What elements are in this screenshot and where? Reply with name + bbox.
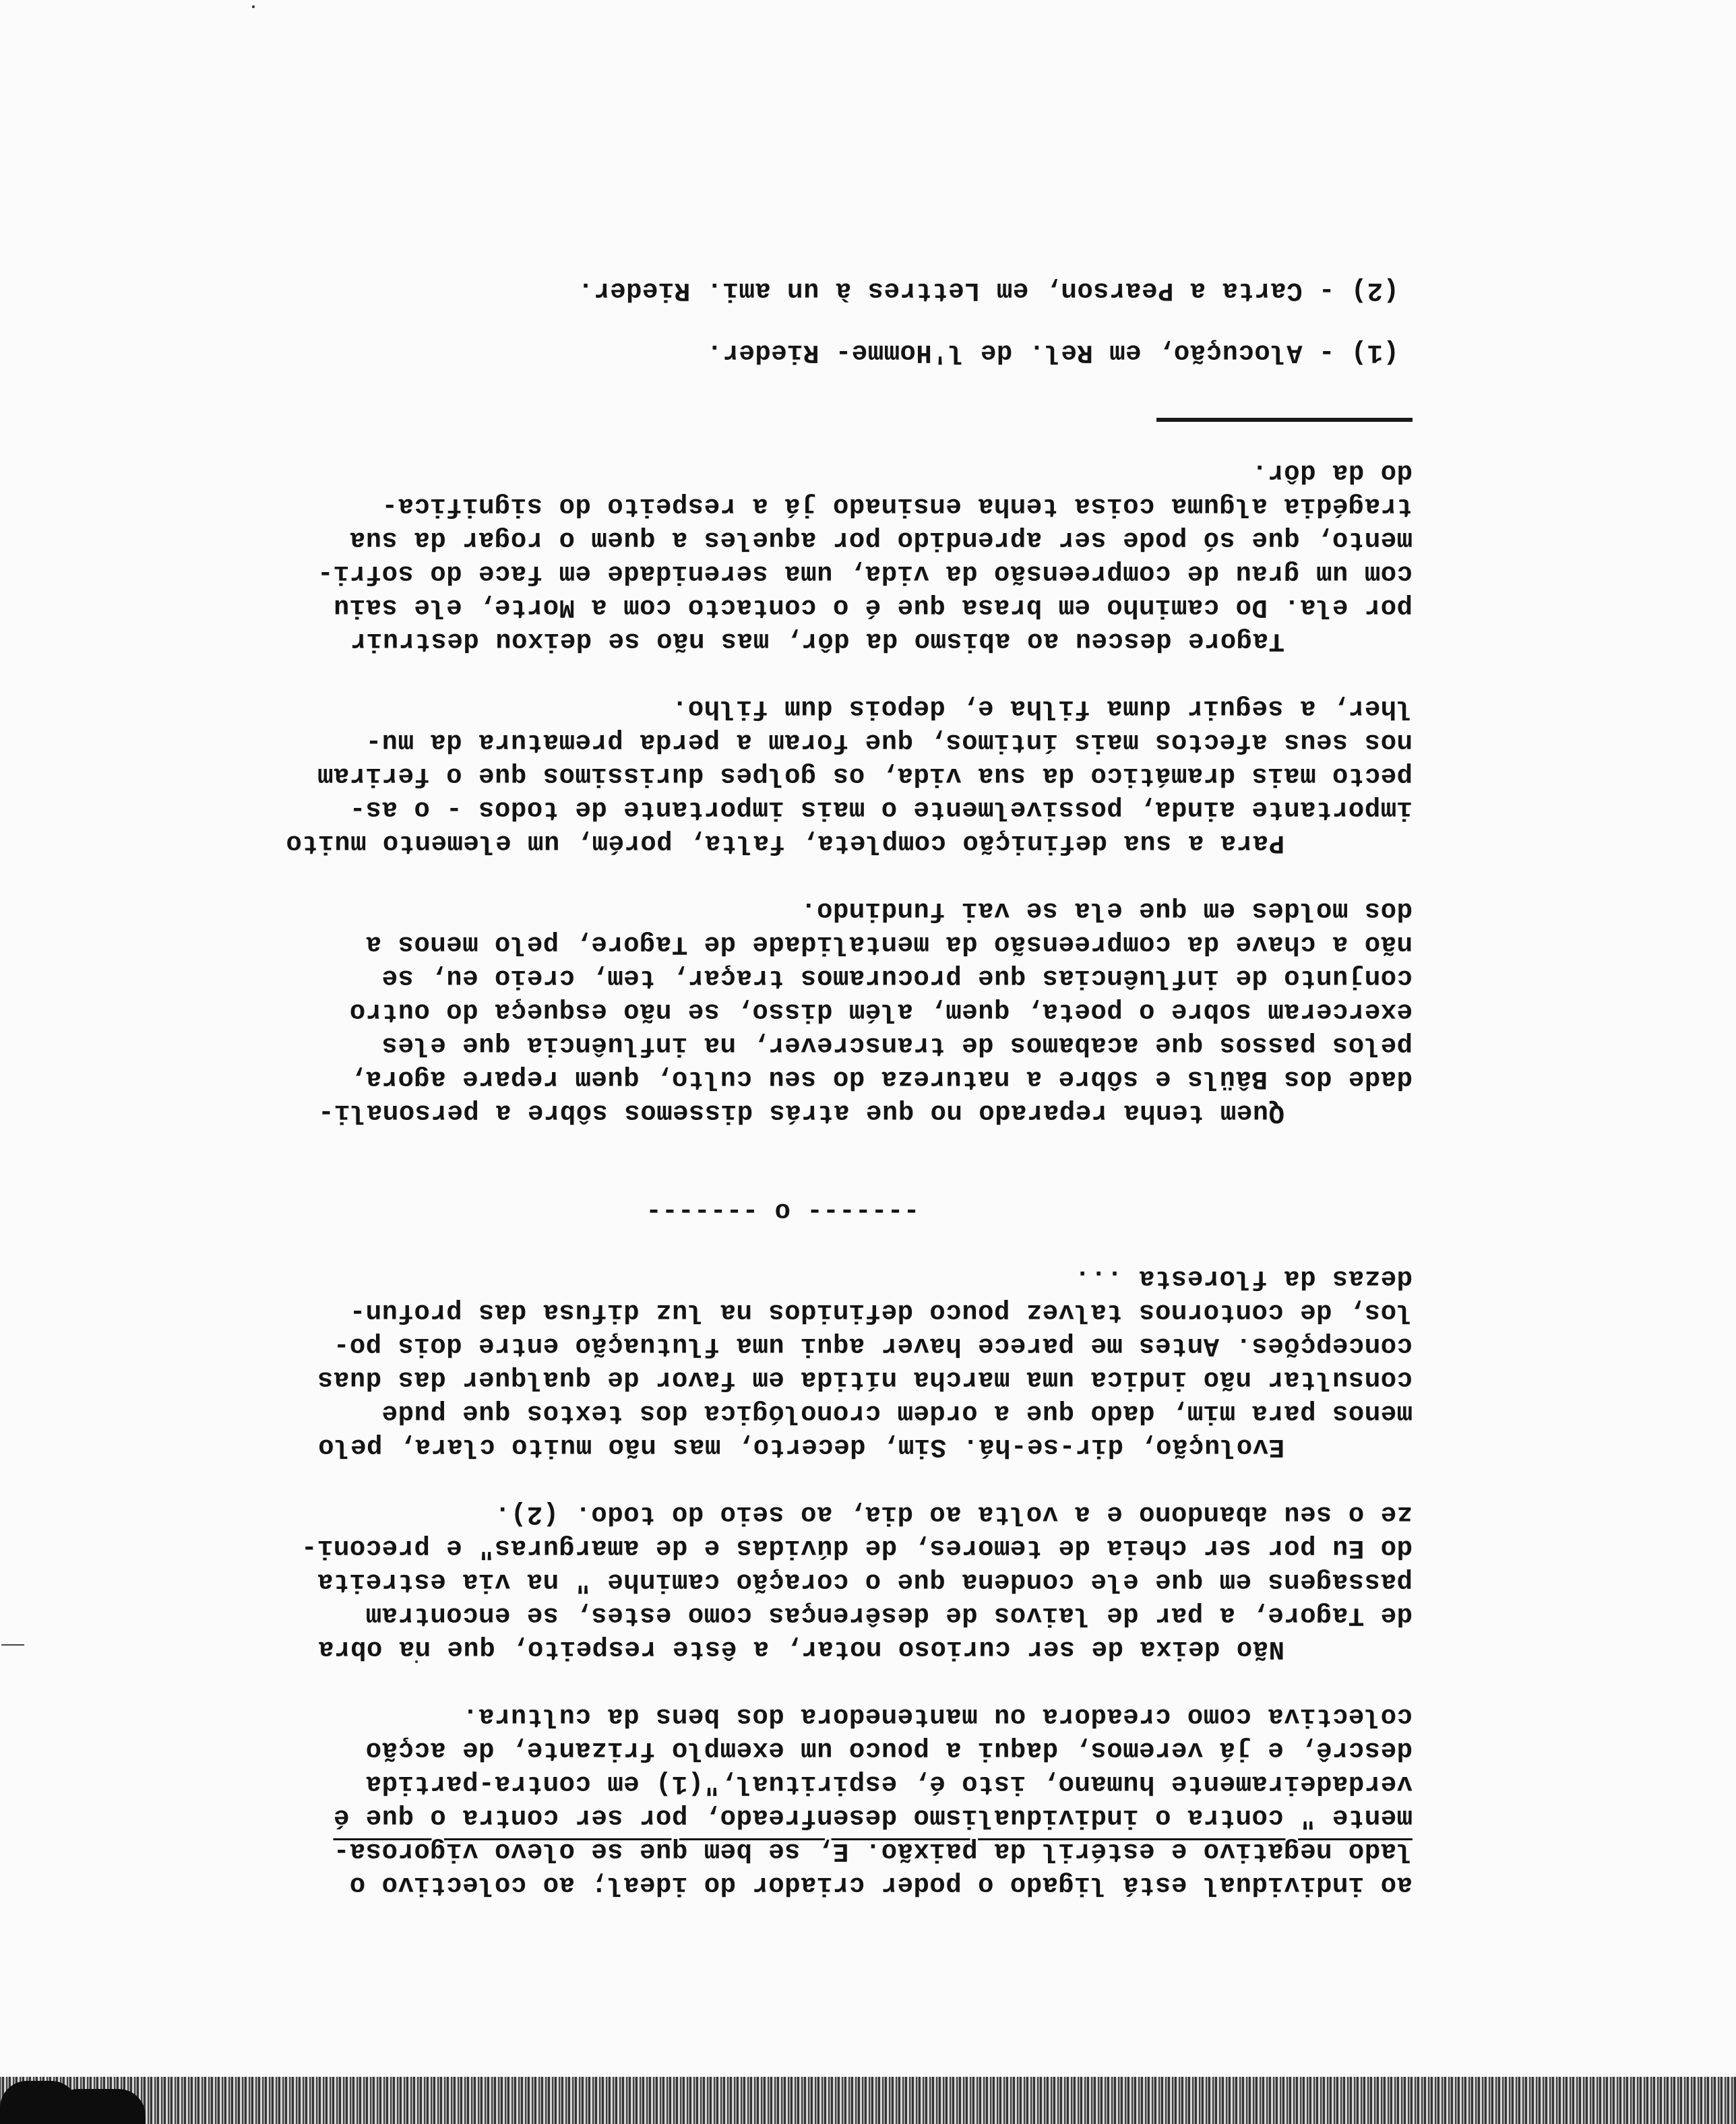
text-line: dos moldes em que ela se vai fundindo. xyxy=(800,896,1413,925)
text-line: lado negativo e estéril da paixão. E, se bem que se olevo vigorosa- xyxy=(333,1836,1413,1866)
margin-tick-mark xyxy=(1,1644,24,1646)
text-line: Para a sua definição completa, falta, porém, um elemento muito xyxy=(285,828,1284,858)
text-line: los, de contornos talvez pouco definidos na luz difusa das profun- xyxy=(349,1297,1413,1327)
text-line: concepções. Antes me parece haver aqui uma flutuação entre dois po- xyxy=(333,1331,1413,1361)
paragraph-6 xyxy=(71,456,1413,658)
text-line: dezas da floresta ... xyxy=(1074,1263,1413,1293)
text-line: do Eu por ser cheia de temores, de dúvidas e de amarguras" e preconi- xyxy=(301,1533,1413,1563)
text-line: Não deixa de ser curioso notar, a êste respeito, que na obra xyxy=(317,1634,1284,1664)
text-line: verdadeiramente humano, isto é, espiritual,"(1) em contra-partida xyxy=(365,1769,1413,1799)
text-line: ao individual está ligado o poder criador do ideal; ao colectivo o xyxy=(349,1870,1413,1900)
scanner-edge-noise xyxy=(0,2077,1736,2124)
typed-text-block xyxy=(71,245,1413,1902)
text-line: conjunto de influências que procuramos traçar, tem, creio eu, se xyxy=(381,963,1413,993)
text-line: por ela. Do caminho em brasa que é o contacto com a Morte, ele saiu xyxy=(333,592,1413,622)
text-line: Quem tenha reparado no que atrás dissemos sôbre a personali- xyxy=(317,1098,1284,1127)
text-line: mento, que só pode ser aprendido por aqueles a quem o rogar da sua xyxy=(349,525,1413,555)
text-line: com um grau de compreensão da vida, uma serenidade em face do sofri- xyxy=(317,559,1413,588)
dust-speck xyxy=(252,5,255,8)
paragraph-2 xyxy=(71,1497,1413,1666)
paragraph-4 xyxy=(71,894,1413,1129)
text-line: passagens em que ele condena que o coração caminhe " na via estreita xyxy=(317,1567,1413,1596)
text-line: dade dos Bâüls e sôbre a natureza do seu culto, quem repare agora, xyxy=(349,1064,1413,1094)
text-line: nos seus afectos mais íntimos, que foram a perda prematura da mu- xyxy=(365,727,1413,757)
paragraph-1 xyxy=(71,1699,1413,1902)
section-separator: ------- o ------- xyxy=(645,1196,920,1226)
text-line: colectiva como creadora ou mantenedora dos bens da cultura. xyxy=(462,1701,1413,1731)
text-line: mente " contra o individualismo desenfreado, por ser contra o que é xyxy=(333,1803,1413,1832)
footnote-1: (1) - Alocução, em Rel. de l'Homme- Rieder. xyxy=(706,338,1399,367)
text-line: consultar não indica uma marcha nítida em favor de qualquer das duas xyxy=(317,1365,1413,1394)
text-line: lher, a seguir duma filha e, depois dum filho. xyxy=(671,693,1413,723)
scanner-blot xyxy=(0,2081,78,2124)
paragraph-3 xyxy=(71,1261,1413,1464)
paragraph-5 xyxy=(71,691,1413,860)
text-line: pelos passos que acabamos de transcrever, na influência que eles xyxy=(381,1030,1413,1060)
text-line: Tagore desceu ao abismo da dôr, mas não se deixou destruir xyxy=(350,626,1284,656)
text-line: importante ainda, possivelmente o mais importante de todos - o as- xyxy=(349,794,1413,824)
text-line: de Tagore, a par de laivos de desêrenças como estes, se encontram xyxy=(365,1600,1413,1630)
footnote-rule xyxy=(1156,418,1413,422)
text-line: tragédia alguma coisa tenha ensinado já a respeito do significa- xyxy=(381,491,1413,521)
text-line: descrê, e já veremos, daqui a pouco um exemplo frizante, de acção xyxy=(365,1735,1413,1765)
text-line: não a chave da compreensão da mentalidade de Tagore, pelo menos a xyxy=(365,929,1413,959)
footnote-2: (2) - Carta a Pearson, em Lettres à un ami. Rieder. xyxy=(577,276,1399,305)
text-line: Evolução, dir-se-há. Sim, decerto, mas não muito clara, pelo xyxy=(317,1432,1284,1462)
text-line: do da dôr. xyxy=(1251,458,1413,487)
text-line: menos para mim, dado que a ordem cronológica dos textos que pude xyxy=(381,1398,1413,1428)
text-line: exerceram sobre o poeta, quem, além disso, se não esqueça do outro xyxy=(349,997,1413,1026)
text-line: pecto mais dramático da sua vida, os golpes durissimos que o feriram xyxy=(317,761,1413,790)
text-line: ze o seu abandono e a volta ao dia, ao seio do todo. (2). xyxy=(494,1499,1413,1529)
